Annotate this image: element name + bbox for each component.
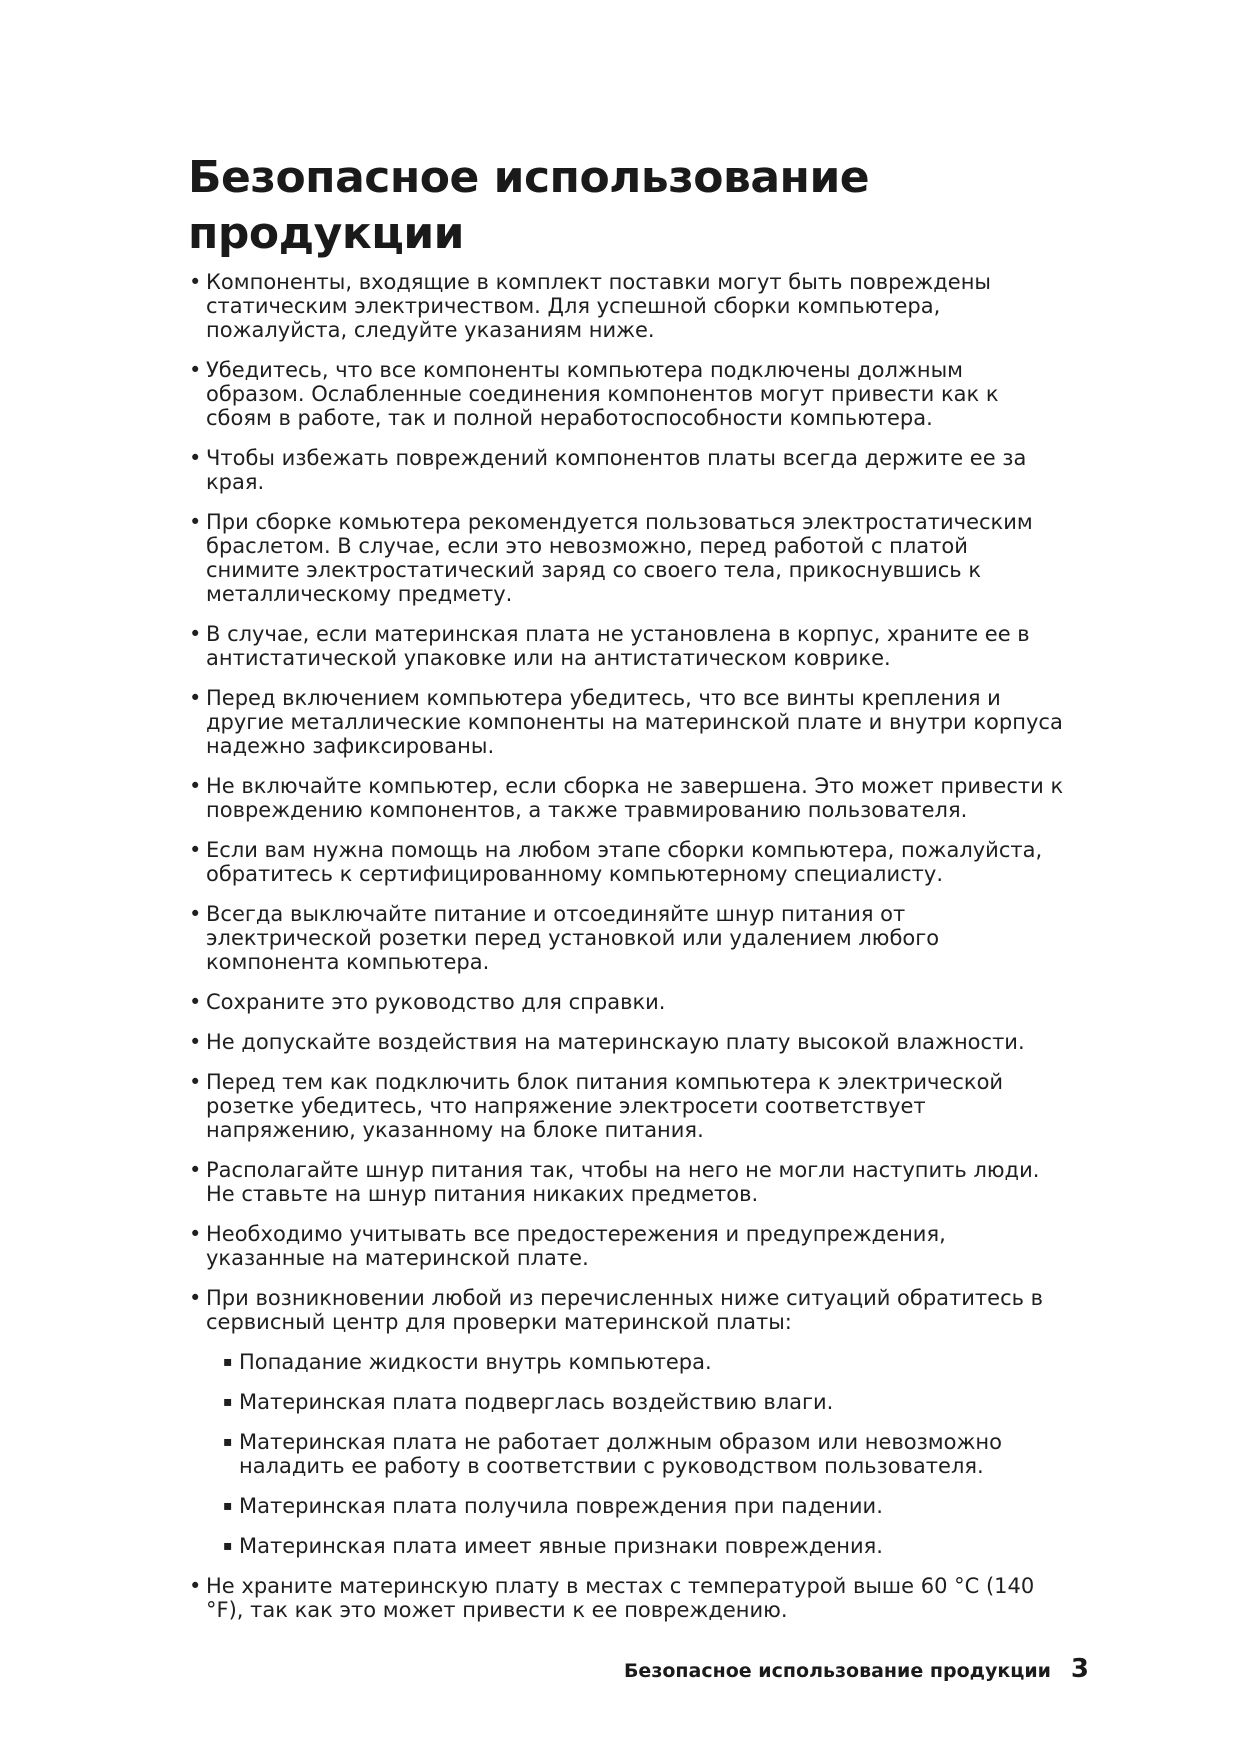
page-title: Безопасное использование продукции (188, 152, 870, 259)
list-item-text: Не включайте компьютер, если сборка не завершена. Это может привести к повреждению компонентов, а также травмированию пользователя. (206, 774, 1064, 822)
list-item (188, 1070, 1068, 1142)
sub-list-item-text: Попадание жидкости внутрь компьютера. (239, 1350, 712, 1374)
bullet-icon: • (189, 1222, 202, 1246)
list-item-text: Не храните материнскую плату в местах с температурой выше 60 °C (140 °F), так как это может привести к ее повреждению. (206, 1574, 1035, 1622)
list-item (188, 510, 1068, 606)
bullet-icon: • (189, 990, 202, 1014)
sub-list-item-text: Материнская плата подверглась воздействию влаги. (239, 1390, 834, 1414)
list-item-text: В случае, если материнская плата не установлена в корпус, храните ее в антистатической упаковке или на антистатическом коврике. (206, 622, 1030, 670)
bullet-icon: • (189, 358, 202, 382)
list-item-text: Сохраните это руководство для справки. (206, 990, 666, 1014)
list-item (188, 902, 1068, 974)
bullet-icon: • (189, 622, 202, 646)
bullet-icon: • (189, 446, 202, 470)
square-bullet-icon: ▪ (223, 1538, 233, 1554)
footer-section-title: Безопасное использование продукции (623, 1660, 1051, 1682)
sub-list-item-text: Материнская плата имеет явные признаки повреждения. (239, 1534, 883, 1558)
list-item (188, 358, 1068, 430)
list-item-text: Убедитесь, что все компоненты компьютера подключены должным образом. Ослабленные соединения компонентов могут привести как к сбоям в работе, так и полной неработоспособности компьютера. (206, 358, 999, 430)
bullet-icon: • (189, 1030, 202, 1054)
square-bullet-icon: ▪ (223, 1498, 233, 1514)
square-bullet-icon: ▪ (223, 1434, 233, 1450)
list-item (188, 622, 1068, 670)
list-item (188, 838, 1068, 886)
bullet-icon: • (189, 1286, 202, 1310)
list-item (188, 1574, 1068, 1622)
list-item-text: Перед включением компьютера убедитесь, что все винты крепления и другие металлические компоненты на материнской плате и внутри корпуса надежно зафиксированы. (206, 686, 1063, 758)
list-item-text: Необходимо учитывать все предостережения и предупреждения, указанные на материнской плате. (206, 1222, 946, 1270)
list-item-text: Не допускайте воздействия на материнскаую плату высокой влажности. (206, 1030, 1025, 1054)
list-item (188, 1158, 1068, 1206)
list-item-text: Всегда выключайте питание и отсоединяйте шнур питания от электрической розетки перед установкой или удалением любого компонента компьютера. (206, 902, 940, 974)
sub-list-item (223, 1430, 1068, 1478)
list-item (188, 1030, 1068, 1054)
bullet-icon: • (189, 838, 202, 862)
list-item (188, 1286, 1068, 1334)
bullet-icon: • (189, 686, 202, 710)
bullet-icon: • (189, 270, 202, 294)
list-item-text: Чтобы избежать повреждений компонентов платы всегда держите ее за края. (206, 446, 1027, 494)
bullet-icon: • (189, 774, 202, 798)
sub-list-item (223, 1350, 1068, 1374)
sub-list-item-text: Материнская плата не работает должным образом или невозможно наладить ее работу в соответствии с руководством пользователя. (239, 1430, 1002, 1478)
square-bullet-icon: ▪ (223, 1394, 233, 1410)
list-item (188, 774, 1068, 822)
sub-list-item (223, 1390, 1068, 1414)
list-item (188, 270, 1068, 342)
sub-list-item (223, 1494, 1068, 1518)
bullet-icon: • (189, 1574, 202, 1598)
list-item (188, 446, 1068, 494)
list-item-text: Если вам нужна помощь на любом этапе сборки компьютера, пожалуйста, обратитесь к сертифицированному компьютерному специалисту. (206, 838, 1043, 886)
bullet-icon: • (189, 902, 202, 926)
sub-list-item (223, 1534, 1068, 1558)
list-item (188, 1222, 1068, 1270)
list-item-text: При сборке комьютера рекомендуется пользоваться электростатическим браслетом. В случае, если это невозможно, перед работой с платой снимите электростатический заряд со своего тела, прикоснувшись к металлическому предмету. (206, 510, 1033, 606)
list-item (188, 686, 1068, 758)
list-item-text: При возникновении любой из перечисленных ниже ситуаций обратитесь в сервисный центр для проверки материнской платы: (206, 1286, 1044, 1334)
list-item-text: Компоненты, входящие в комплект поставки могут быть повреждены статическим электричеством. Для успешной сборки компьютера, пожалуйста, следуйте указаниям ниже. (206, 270, 991, 342)
bullet-icon: • (189, 510, 202, 534)
square-bullet-icon: ▪ (223, 1354, 233, 1370)
list-item (188, 990, 1068, 1014)
bullet-icon: • (189, 1070, 202, 1094)
sub-list-item-text: Материнская плата получила повреждения при падении. (239, 1494, 883, 1518)
list-item-text: Перед тем как подключить блок питания компьютера к электрической розетке убедитесь, что напряжение электросети соответствует напряжению, указанному на блоке питания. (206, 1070, 1004, 1142)
bullet-icon: • (189, 1158, 202, 1182)
safety-list (188, 270, 1068, 1638)
list-item-text: Располагайте шнур питания так, чтобы на него не могли наступить люди. Не ставьте на шнур питания никаких предметов. (206, 1158, 1040, 1206)
page-number: 3 (1070, 1654, 1089, 1684)
